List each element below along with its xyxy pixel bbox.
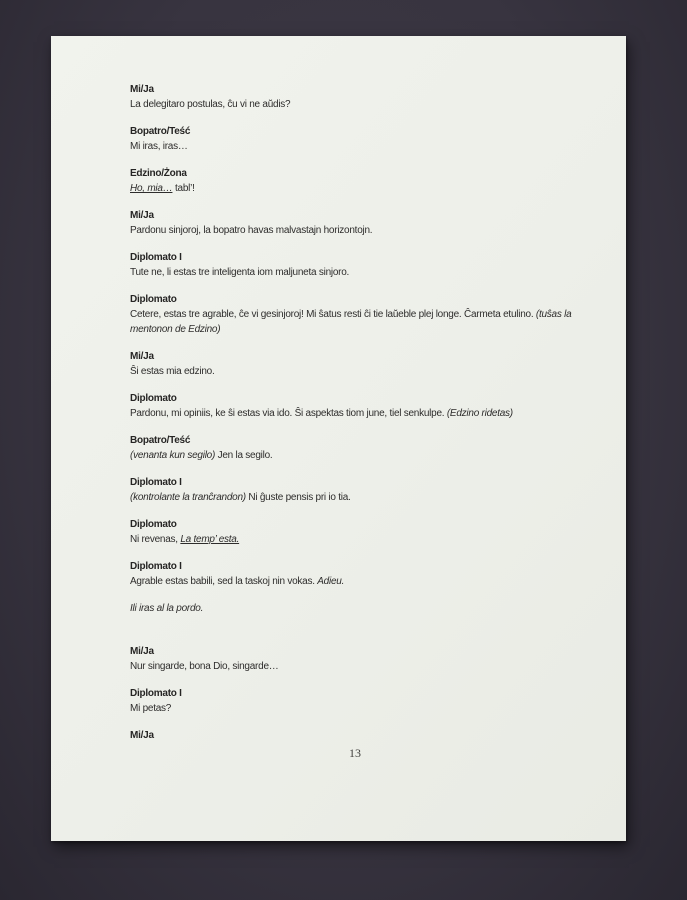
dialogue-text: Agrable estas babili, sed la taskoj nin vokas. — [130, 576, 318, 587]
dialogue-text: Cetere, estas tre agrable, ĉe vi gesinjoroj! Mi ŝatus resti ĉi tie laŭeble plej longe. Ĉarmeta etulino. — [130, 309, 536, 320]
inline-stage-direction: (tuŝas la mentonon de Edzino) — [130, 309, 572, 335]
dialogue-text: Mi iras, iras… — [130, 141, 188, 152]
dialogue-block — [130, 124, 580, 154]
speaker-name: Mi/Ja — [130, 84, 154, 95]
inline-stage-direction: (venanta kun segilo) — [130, 450, 216, 461]
speaker-name: Mi/Ja — [130, 730, 154, 741]
dialogue-block — [130, 559, 580, 589]
dialogue-text: Mi petas? — [130, 703, 172, 714]
dialogue-block — [130, 686, 580, 716]
speaker-name: Diplomato I — [130, 688, 182, 699]
dialogue-text-emphasized: Ho, mia… — [130, 183, 173, 194]
dialogue-text: Ni revenas, — [130, 534, 181, 545]
dialogue-block — [130, 433, 580, 463]
dialogue-block — [130, 475, 580, 505]
inline-stage-direction: (kontrolante la tranĉrandon) — [130, 492, 246, 503]
speaker-name: Bopatro/Teść — [130, 126, 191, 137]
dialogue-block — [130, 250, 580, 280]
dialogue-text: Pardonu sinjoroj, la bopatro havas malvastajn horizontojn. — [130, 225, 373, 236]
dialogue-block — [130, 208, 580, 238]
inline-stage-direction: (Edzino ridetas) — [446, 408, 513, 419]
dialogue-text: Pardonu, mi opiniis, ke ŝi estas via ido. Ŝi aspektas tiom june, tiel senkulpe. — [130, 408, 447, 419]
dialogue-text-italic: Adieu. — [317, 576, 345, 587]
dialogue-line — [130, 223, 580, 238]
speaker-name: Diplomato I — [130, 252, 182, 263]
dialogue-text-emphasized: La temp’ esta. — [180, 534, 240, 545]
dialogue-line — [130, 406, 580, 421]
speaker-name: Diplomato — [130, 519, 177, 530]
stage-direction-text: Ili iras al la pordo. — [130, 603, 204, 614]
speaker-name: Diplomato I — [130, 561, 182, 572]
dialogue-block — [130, 391, 580, 421]
dialogue-block — [130, 82, 580, 112]
speaker-name: Mi/Ja — [130, 351, 154, 362]
dialogue-block — [130, 166, 580, 196]
dialogue-block — [130, 517, 580, 547]
speaker-name: Mi/Ja — [130, 646, 154, 657]
dialogue-block — [130, 349, 580, 379]
dialogue-line — [130, 701, 580, 716]
dialogue-text: Jen la segilo. — [215, 450, 273, 461]
speaker-name: Mi/Ja — [130, 210, 154, 221]
speaker-name: Diplomato — [130, 393, 177, 404]
dialogue-text: Ŝi estas mia edzino. — [130, 366, 215, 377]
script-text-column — [51, 36, 626, 743]
dialogue-line — [130, 532, 580, 547]
dialogue-line — [130, 181, 580, 196]
dialogue-line — [130, 265, 580, 280]
dialogue-text: tabl’! — [172, 183, 195, 194]
speaker-name: Diplomato I — [130, 477, 182, 488]
dialogue-text: La delegitaro postulas, ĉu vi ne aŭdis? — [130, 99, 291, 110]
dialogue-text: Ni ĝuste pensis pri io tia. — [245, 492, 351, 503]
speaker-name: Diplomato — [130, 294, 177, 305]
dialogue-line — [130, 364, 580, 379]
page-number: 13 — [349, 746, 361, 760]
dialogue-text: Tute ne, li estas tre inteligenta iom maljuneta sinjoro. — [130, 267, 350, 278]
dialogue-line — [130, 139, 580, 154]
dialogue-text: Nur singarde, bona Dio, singarde… — [130, 661, 279, 672]
document-page — [51, 36, 626, 841]
dialogue-line — [130, 97, 580, 112]
dialogue-block — [130, 292, 580, 337]
dialogue-line — [130, 574, 580, 589]
speaker-name: Edzino/Żona — [130, 168, 187, 179]
dialogue-line — [130, 448, 580, 463]
dialogue-line — [130, 307, 580, 337]
stage-direction-line — [130, 601, 580, 616]
stage-direction-block — [130, 601, 580, 616]
dialogue-block — [130, 644, 580, 674]
dialogue-line — [130, 659, 580, 674]
dialogue-block — [130, 728, 580, 743]
speaker-name: Bopatro/Teść — [130, 435, 191, 446]
dialogue-line — [130, 490, 580, 505]
